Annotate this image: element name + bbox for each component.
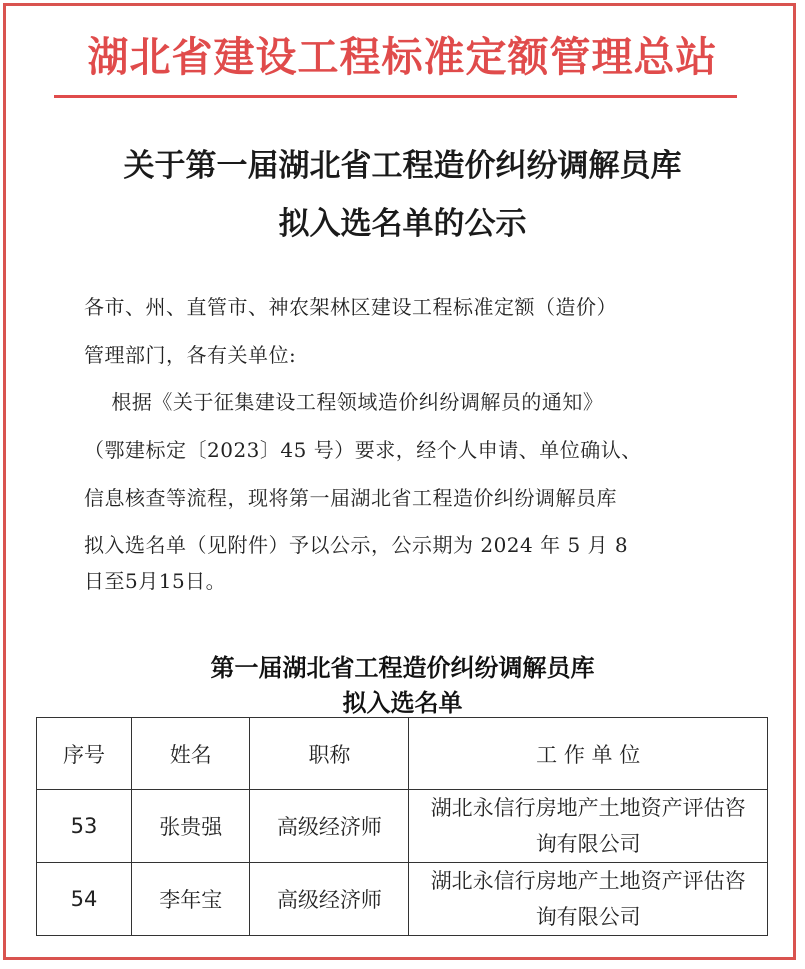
row-unit-text: 湖北永信行房地产土地资产评估咨询有限公司 — [430, 869, 746, 929]
row-no: 54 — [37, 863, 132, 936]
table-header-row — [37, 718, 768, 790]
document-title-line-1: 关于第一届湖北省工程造价纠纷调解员库 — [123, 148, 682, 184]
table-row — [37, 790, 768, 863]
row-no: 53 — [37, 790, 132, 863]
row-name: 李年宝 — [131, 863, 250, 936]
body-paragraph-line-5: 日至5月15日。 — [84, 569, 227, 593]
masthead-org-name: 湖北省建设工程标准定额管理总站 — [87, 33, 718, 81]
header-title: 职称 — [250, 718, 409, 790]
salutation-line-2: 管理部门，各有关单位: — [84, 343, 297, 367]
table-title-line-1: 第一届湖北省工程造价纠纷调解员库 — [210, 654, 595, 682]
document-title-line-2: 拟入选名单的公示 — [278, 206, 527, 242]
table-row — [37, 863, 768, 936]
header-name: 姓名 — [131, 718, 250, 790]
row-title: 高级经济师 — [250, 790, 409, 863]
header-no: 序号 — [37, 718, 132, 790]
row-name: 张贵强 — [131, 790, 250, 863]
body-paragraph-line-1: 根据《关于征集建设工程领域造价纠纷调解员的通知》 — [84, 390, 604, 414]
header-unit: 工 作 单 位 — [409, 718, 768, 790]
table-title-line-2: 拟入选名单 — [342, 689, 463, 717]
candidate-roster-table — [36, 717, 768, 936]
row-unit — [409, 863, 768, 936]
salutation-line-1: 各市、州、直管市、神农架林区建设工程标准定额（造价） — [84, 295, 617, 319]
row-title: 高级经济师 — [250, 863, 409, 936]
row-unit — [409, 790, 768, 863]
body-paragraph-line-3: 信息核查等流程，现将第一届湖北省工程造价纠纷调解员库 — [84, 486, 617, 510]
body-paragraph-line-2: （鄂建标定〔2023〕45 号）要求，经个人申请、单位确认、 — [84, 438, 642, 462]
row-unit-text: 湖北永信行房地产土地资产评估咨询有限公司 — [430, 796, 746, 856]
masthead-divider — [54, 95, 737, 98]
body-paragraph-line-4: 拟入选名单（见附件）予以公示，公示期为 2024 年 5 月 8 — [84, 533, 629, 557]
